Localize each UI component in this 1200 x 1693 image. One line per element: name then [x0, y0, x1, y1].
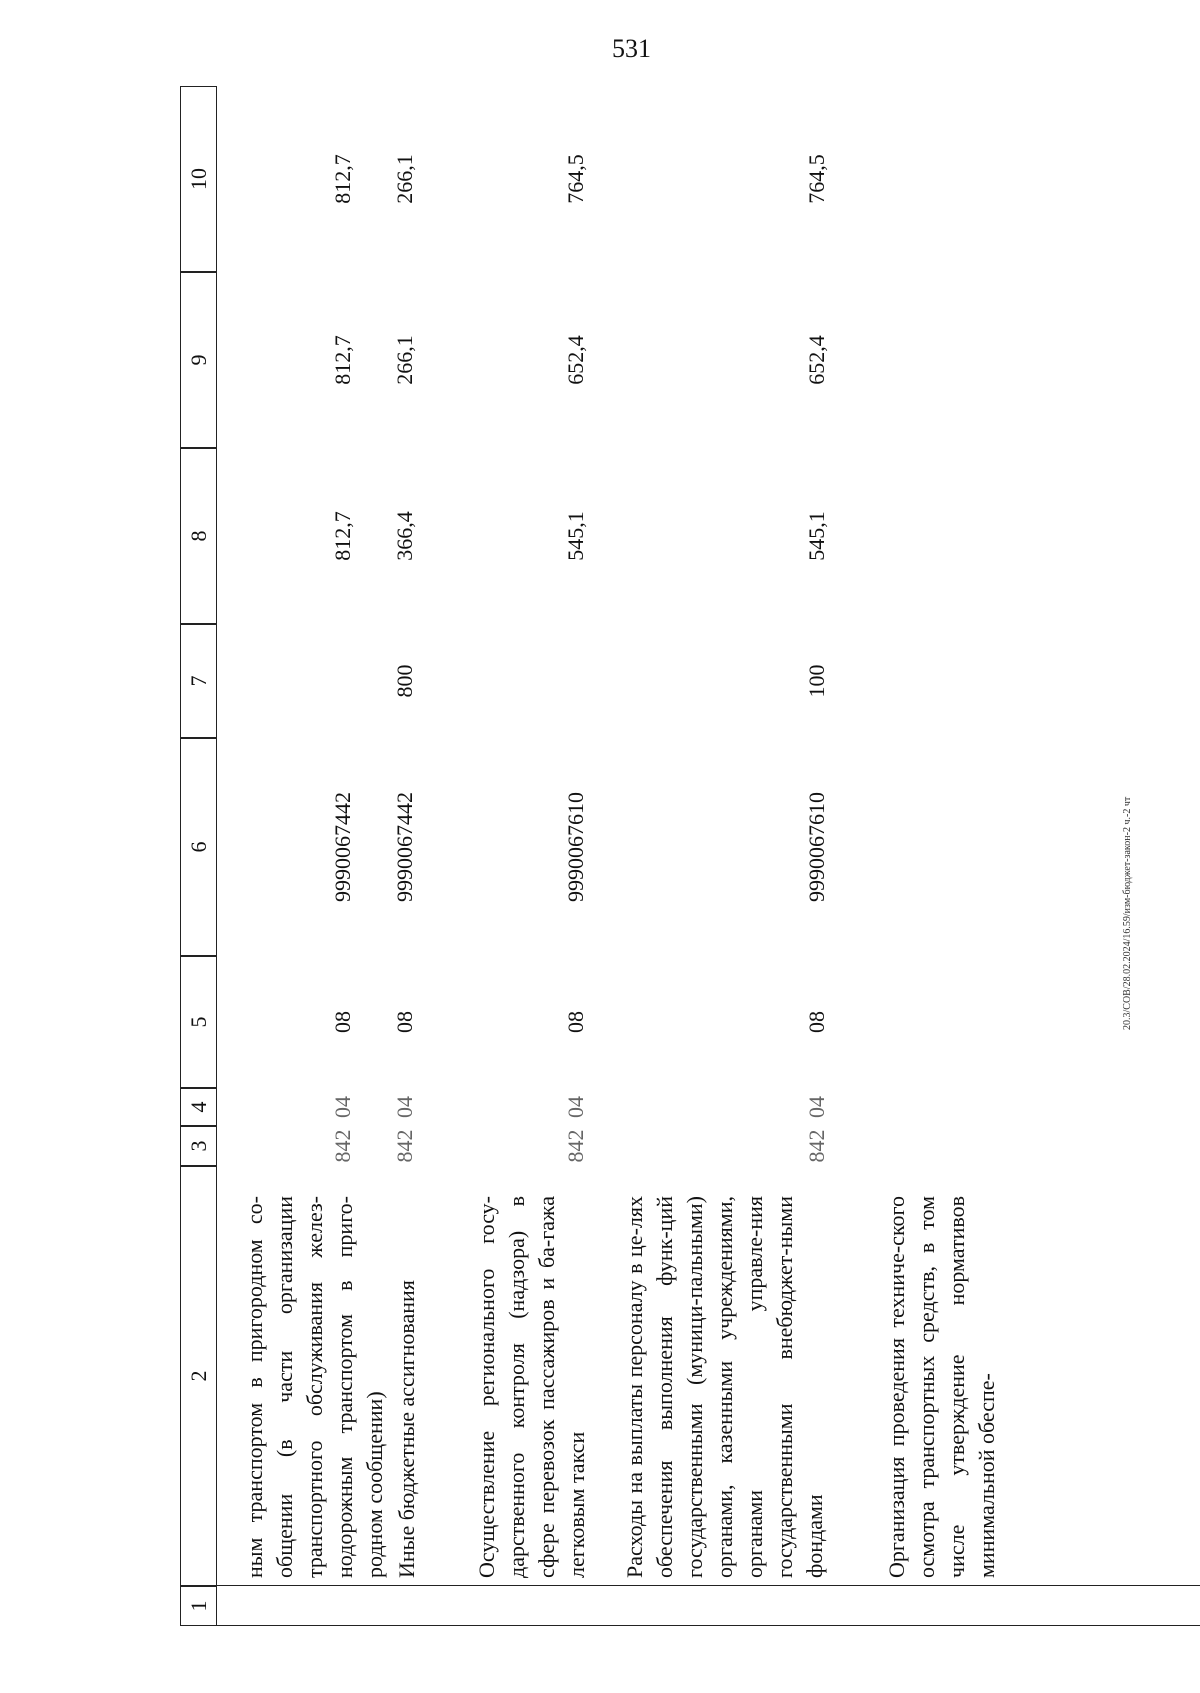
col-rule-1-2	[217, 1585, 1200, 1586]
row-5-description: Организация проведения техниче-ского осмотра транспортных средств, в том числе утверждение нормативов минимальной обеспе-	[884, 1196, 999, 1578]
row-1-col-5: 08	[330, 1011, 355, 1033]
row-4-col-10: 764,5	[804, 154, 829, 204]
row-4-col-6: 9990067610	[804, 792, 829, 902]
row-4-col-8: 545,1	[804, 511, 829, 561]
header-col-2: 2	[180, 1166, 217, 1586]
row-3-col-10: 764,5	[563, 154, 588, 204]
row-1-description: ным транспортом в пригородном со-общении (в части организации транспортного обслуживания желез-нодорожным транспортом в приго-родном сообщении)	[242, 1196, 387, 1578]
row-2-col-10: 266,1	[392, 154, 417, 204]
col-rule-left	[217, 1625, 1200, 1626]
row-3-col-4: 04	[563, 1096, 588, 1118]
row-2-col-3: 842	[392, 1129, 417, 1163]
header-col-9: 9	[180, 272, 217, 448]
header-col-10: 10	[180, 86, 217, 272]
row-2-col-4: 04	[392, 1096, 417, 1118]
row-2-description: Иные бюджетные ассигнования	[394, 1280, 419, 1578]
header-col-6: 6	[180, 738, 217, 956]
page-number: 531	[612, 34, 651, 63]
row-3-col-9: 652,4	[563, 335, 588, 385]
row-3-col-8: 545,1	[563, 511, 588, 561]
header-col-5: 5	[180, 956, 217, 1088]
row-4-col-4: 04	[804, 1096, 829, 1118]
row-3-col-5: 08	[563, 1011, 588, 1033]
row-1-col-4: 04	[330, 1096, 355, 1118]
row-1-col-6: 9990067442	[330, 792, 355, 902]
row-1-col-3: 842	[330, 1129, 355, 1163]
row-4-col-5: 08	[804, 1011, 829, 1033]
header-col-7: 7	[180, 624, 217, 738]
row-3-description: Осуществление регионального госу-дарственного контроля (надзора) в сфере перевозок пассажиров и ба-гажа легковым такси	[474, 1196, 589, 1578]
footer-code: 20.3/СОВ/28.02.2024/16.59/изм-бюджет-закон-2 ч.-2 чт	[1122, 796, 1133, 1030]
row-1-col-9: 812,7	[330, 335, 355, 385]
header-col-4: 4	[180, 1088, 217, 1126]
row-4-col-3: 842	[804, 1129, 829, 1163]
row-4-description: Расходы на выплаты персоналу в це-лях обеспечения выполнения функ-ций государственными (муници-пальными) органами, казенными учреждениями, органами управле-ния государственными внебюджет-ными фондами	[622, 1196, 827, 1578]
row-2-col-9: 266,1	[392, 335, 417, 385]
row-2-col-5: 08	[392, 1011, 417, 1033]
row-3-col-6: 9990067610	[563, 792, 588, 902]
row-2-col-7: 800	[392, 664, 417, 698]
row-4-col-9: 652,4	[804, 335, 829, 385]
header-col-3: 3	[180, 1126, 217, 1166]
header-col-1: 1	[180, 1586, 217, 1626]
row-2-col-8: 366,4	[392, 511, 417, 561]
row-2-col-6: 9990067442	[392, 792, 417, 902]
budget-table	[180, 86, 1200, 1626]
row-1-col-8: 812,7	[330, 511, 355, 561]
row-1-col-10: 812,7	[330, 154, 355, 204]
row-3-col-3: 842	[563, 1129, 588, 1163]
header-col-8: 8	[180, 448, 217, 624]
row-4-col-7: 100	[804, 664, 829, 698]
